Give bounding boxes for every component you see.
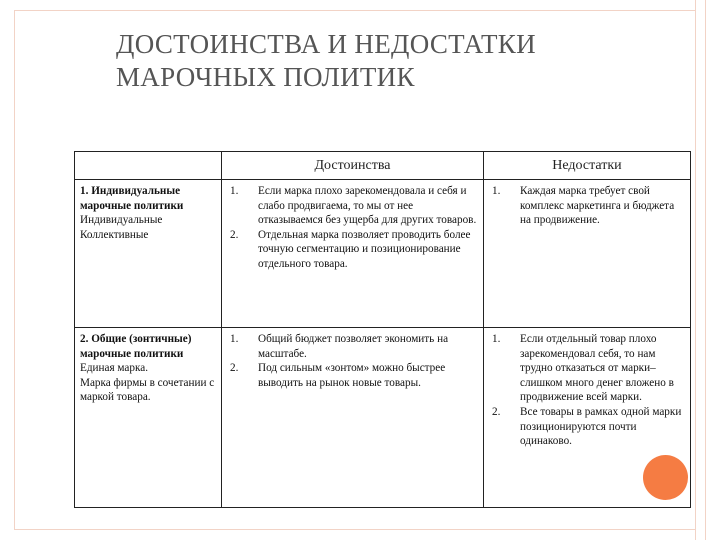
- item-number: 2.: [230, 362, 239, 375]
- table-row: [75, 328, 691, 508]
- list-item: [230, 332, 477, 361]
- title-line-2: МАРОЧНЫХ ПОЛИТИК: [116, 62, 415, 92]
- item-text: Каждая марка требует свой комплекс маркетинга и бюджета на продвижение.: [520, 185, 675, 227]
- item-text: Общий бюджет позволяет экономить на масштабе.: [258, 333, 449, 360]
- slide-title: [116, 28, 676, 94]
- category-cell: [75, 328, 222, 508]
- item-number: 2.: [492, 405, 501, 418]
- item-number: 2.: [230, 228, 239, 241]
- item-text: Если марка плохо зарекомендовала и себя и слабо продвигаема, то мы от нее отказываемся без ущерба для других товаров.: [258, 185, 477, 227]
- category-line: Коллективные: [80, 228, 149, 241]
- list-item: [492, 405, 684, 449]
- list-item: [492, 332, 684, 405]
- list-item: [492, 184, 684, 228]
- item-text: Под сильным «зонтом» можно быстрее выводить на рынок новые товары.: [258, 362, 446, 389]
- item-number: 1.: [230, 333, 239, 345]
- list-item: [230, 361, 477, 390]
- table-row: [75, 180, 691, 328]
- item-text: Если отдельный товар плохо зарекомендовал себя, то нам трудно отказаться от марки– слишком много денег вложено в продвижение всей марки.: [520, 333, 674, 404]
- header-pros: Достоинства: [222, 152, 484, 180]
- category-line: Единая марка.: [80, 362, 148, 375]
- item-text: Отдельная марка позволяет проводить более точную сегментацию и позиционирование отдельного товара.: [258, 228, 471, 270]
- cons-cell: [484, 180, 691, 328]
- title-line-1: ДОСТОИНСТВА И НЕДОСТАТКИ: [116, 29, 536, 59]
- comparison-table: [74, 151, 691, 508]
- item-number: 1.: [492, 185, 501, 197]
- header-category: [75, 152, 222, 180]
- category-line: Индивидуальные: [80, 214, 163, 227]
- list-item: [230, 184, 477, 228]
- category-line: Марка фирмы в сочетании с маркой товара.: [80, 376, 215, 404]
- item-text: Все товары в рамках одной марки позиционируются почти одинаково.: [520, 405, 682, 448]
- category-title: 2. Общие (зонтичные) марочные политики: [80, 333, 192, 360]
- category-title: 1. Индивидуальные марочные политики: [80, 185, 184, 212]
- category-cell: [75, 180, 222, 328]
- pros-cell: [222, 180, 484, 328]
- pros-cell: [222, 328, 484, 508]
- slide-side-strip: [695, 0, 706, 540]
- accent-circle: [643, 455, 688, 500]
- table-header-row: [75, 152, 691, 180]
- item-number: 1.: [230, 185, 239, 197]
- header-cons: Недостатки: [484, 152, 691, 180]
- item-number: 1.: [492, 333, 501, 345]
- list-item: [230, 228, 477, 272]
